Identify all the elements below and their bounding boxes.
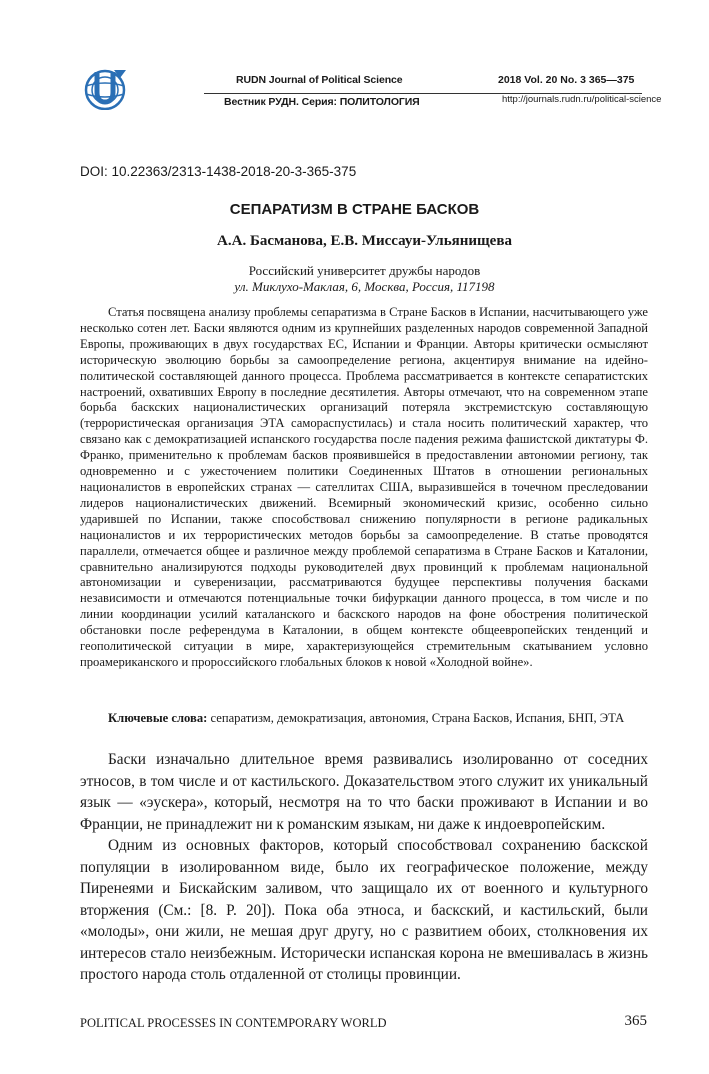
page-number: 365 — [624, 1013, 647, 1029]
affiliation — [0, 263, 709, 295]
keywords-label: Ключевые слова: — [108, 711, 208, 725]
journal-title-ru: Вестник РУДН. Серия: ПОЛИТОЛОГИЯ — [224, 96, 420, 108]
article-body — [80, 749, 648, 986]
journal-header — [0, 66, 709, 116]
body-paragraph: Одним из основных факторов, который способствовал сохранению баскской популяции в изолированном виде, было их географическое положение, между Пиренеями и Бискайским заливом, что защищало их от военного и культурного вторжения (См.: [8. P. 20]). Пока оба этноса, и баскский, и кастильский, были «молоды», они жили, не мешая друг другу, но с развитием обоих, столкновения их интересов стало неизбежным. Исторически испанская корона не вмешивалась в жизнь простого народа столь отдаленной от столицы провинции. — [80, 837, 648, 983]
affiliation-org: Российский университет дружбы народов — [248, 263, 481, 278]
body-paragraph: Баски изначально длительное время развивались изолированно от соседних этносов, в том числе и от кастильского. Доказательством этого служит их уникальный язык — «эускера», который, несмотря на то что баски проживают в Испании и во Франции, не принадлежит ни к романским языкам, ни даже к индоевропейским. — [80, 751, 648, 833]
journal-url[interactable]: http://journals.rudn.ru/political-science — [502, 94, 662, 105]
abstract: Статья посвящена анализу проблемы сепаратизма в Стране Басков в Испании, насчитывающего уже несколько сотен лет. Баски являются одним из крупнейших разделенных народов современной Западной Европы, проживающих в двух государствах ЕС, Испании и Франции. Авторы критически осмысляют историческую эволюцию борьбы за самоопределение региона, акцентируя внимание на идейно-политической составляющей данного процесса. Проблема рассматривается в контексте сепаратистских настроений, охвативших Европу в последние десятилетия. Авторы отмечают, что на современном этапе борьба баскских националистических организаций потеряла экстремистскую составляющую (террористическая организация ЭТА самораспустилась) и стала носить политический характер, что связано как с демократизацией испанского государства после падения режима фашистской диктатуры Ф. Франко, применительно к проблемам басков проявившейся в предоставлении автономии региону, так одновременно и с ужесточением политики Соединенных Штатов в отношении региональных националистов в европейских странах — сателлитах США, выразившейся в точечном преследовании лидеров националистических движений. Всемирный экономический кризис, особенно сильно ударившей по Испании, также способствовал снижению популярности в регионе радикальных националистов и их террористических методов борьбы за самоопределение. В статье проводятся параллели, отмечается общее и различное между проблемой сепаратизма в Стране Басков и Каталонии, сравнительно анализируются подходы руководителей двух провинций к проблемам национальной автономизации и суверенизации, рассматриваются будущее перспективы получения басками независимости и отмечаются потенциальные точки бифуркации данного процесса, в том числе и по линии координации усилий каталанского и баскского народов на фоне обострения политической обстановки после референдума в Каталонии, в общем контексте общеевропейских тенденций и геополитической ситуации в мире, характеризующейся стремительным скатыванием условно проамериканского и пророссийского глобальных блоков к новой «Холодной войне». — [80, 305, 648, 669]
rudn-logo-icon — [84, 66, 130, 110]
footer-section: POLITICAL PROCESSES IN CONTEMPORARY WORLD — [80, 1016, 387, 1030]
keywords — [80, 710, 648, 726]
journal-title-en: RUDN Journal of Political Science — [236, 74, 403, 86]
doi: DOI: 10.22363/2313-1438-2018-20-3-365-375 — [80, 164, 357, 179]
authors: А.А. Басманова, Е.В. Миссауи-Ульянищева — [217, 233, 512, 249]
affiliation-address: ул. Миклухо-Маклая, 6, Москва, Россия, 117198 — [234, 279, 495, 294]
keywords-text: сепаратизм, демократизация, автономия, Страна Басков, Испания, БНП, ЭТА — [210, 711, 625, 725]
issue-info: 2018 Vol. 20 No. 3 365—375 — [498, 74, 635, 86]
article-title: СЕПАРАТИЗМ В СТРАНЕ БАСКОВ — [229, 201, 480, 218]
